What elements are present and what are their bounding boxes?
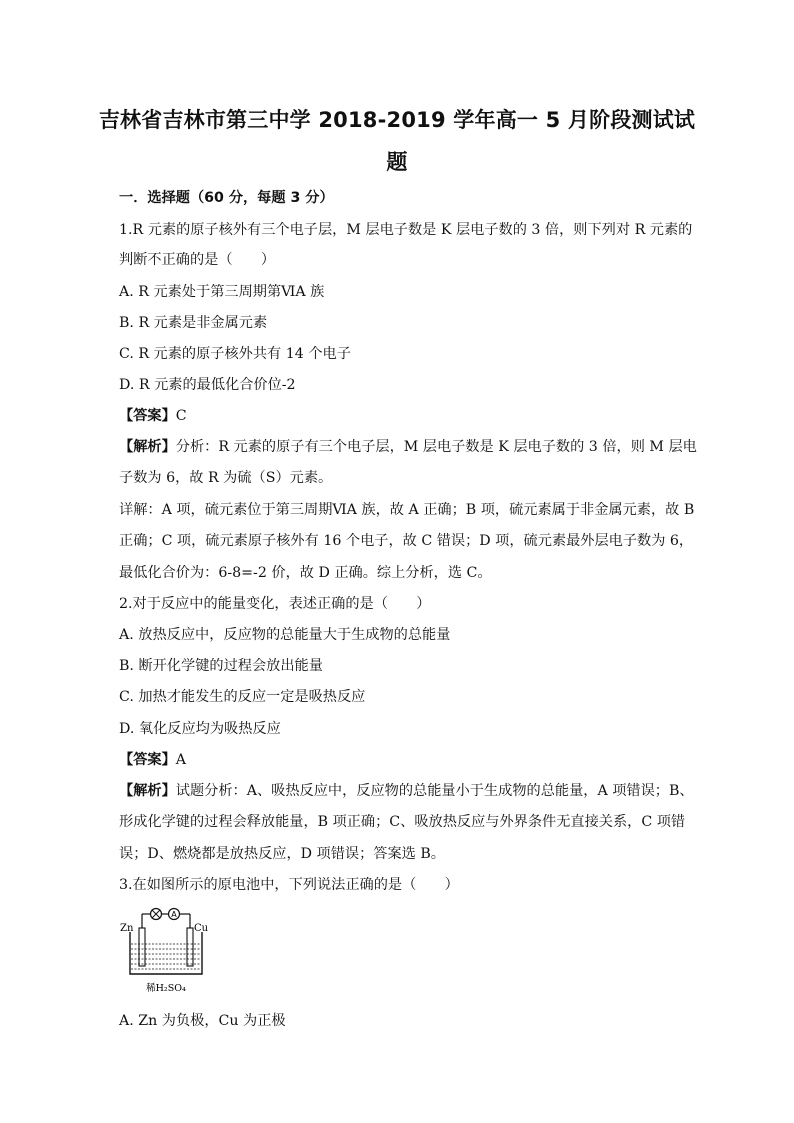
q1-detail-continued: 正确；C 项，硫元素原子核外有 16 个电子，故 C 错误；D 项，硫元素最外层电子数为 6， [119, 533, 694, 549]
q2-answer: A [175, 752, 187, 768]
q2-option-a: A. 放热反应中，反应物的总能量大于生成物的总能量 [119, 627, 451, 643]
galvanic-cell-diagram [116, 900, 216, 998]
q2-stem: 2.对于反应中的能量变化，表述正确的是（ ） [119, 596, 431, 612]
q1-answer: C [175, 408, 187, 424]
analysis-tag: 【解析】 [119, 439, 176, 455]
zn-electrode [139, 928, 145, 966]
ammeter-label: A [171, 910, 177, 920]
zn-label: Zn [120, 923, 134, 934]
q1-stem-continued: 判断不正确的是（ ） [119, 252, 276, 268]
q3-stem: 3.在如图所示的原电池中，下列说法正确的是（ ） [119, 877, 459, 893]
analysis-tag: 【解析】 [119, 783, 176, 799]
q1-option-d: D. R 元素的最低化合价位-2 [119, 377, 296, 393]
q2-option-b: B. 断开化学键的过程会放出能量 [119, 658, 323, 674]
q1-detail-end: 最低化合价为：6-8=-2 价，故 D 正确。综上分析，选 C。 [119, 565, 492, 581]
q2-analysis-line [119, 780, 694, 800]
q1-analysis: 分析：R 元素的原子有三个电子层，M 层电子数是 K 层电子数的 3 倍，则 M 层电 [175, 439, 697, 455]
q1-option-b: B. R 元素是非金属元素 [119, 315, 268, 331]
q1-option-c: C. R 元素的原子核外共有 14 个电子 [119, 346, 351, 362]
q2-option-d: D. 氧化反应均为吸热反应 [119, 721, 281, 737]
q2-analysis-continued: 形成化学键的过程会释放能量，B 项正确；C、吸放热反应与外界条件无直接关系，C 项错 [119, 814, 686, 830]
q1-analysis-continued: 子数为 6，故 R 为硫（S）元素。 [119, 470, 333, 486]
ammeter-icon [169, 909, 180, 920]
answer-tag: 【答案】 [119, 752, 176, 768]
q1-analysis-line [119, 436, 697, 456]
q1-answer-line [119, 405, 187, 425]
answer-tag: 【答案】 [119, 408, 176, 424]
q2-analysis: 试题分析：A、吸热反应中，反应物的总能量小于生成物的总能量，A 项错误；B、 [175, 783, 694, 799]
q3-option-a: A. Zn 为负极，Cu 为正极 [119, 1013, 286, 1029]
q1-stem: 1.R 元素的原子核外有三个电子层，M 层电子数是 K 层电子数的 3 倍，则下列对 R 元素的 [119, 222, 693, 238]
q2-answer-line [119, 749, 186, 769]
solution-label: 稀H₂SO₄ [146, 983, 186, 994]
page-title: 吉林省吉林市第三中学 2018-2019 学年高一 5 月阶段测试试 [98, 108, 696, 132]
cu-electrode [187, 928, 193, 966]
cu-label: Cu [194, 923, 209, 934]
lamp-icon [151, 909, 162, 920]
q2-analysis-end: 误；D、燃烧都是放热反应，D 项错误；答案选 B。 [119, 846, 445, 862]
page-title-continued: 题 [386, 150, 408, 174]
q2-option-c: C. 加热才能发生的反应一定是吸热反应 [119, 689, 366, 705]
q1-detail: 详解：A 项，硫元素位于第三周期ⅥA 族，故 A 正确；B 项，硫元素属于非金属元素，故 B [119, 502, 695, 518]
section-heading: 一．选择题（60 分，每题 3 分） [119, 190, 334, 206]
q1-option-a: A. R 元素处于第三周期第ⅥA 族 [119, 284, 325, 300]
